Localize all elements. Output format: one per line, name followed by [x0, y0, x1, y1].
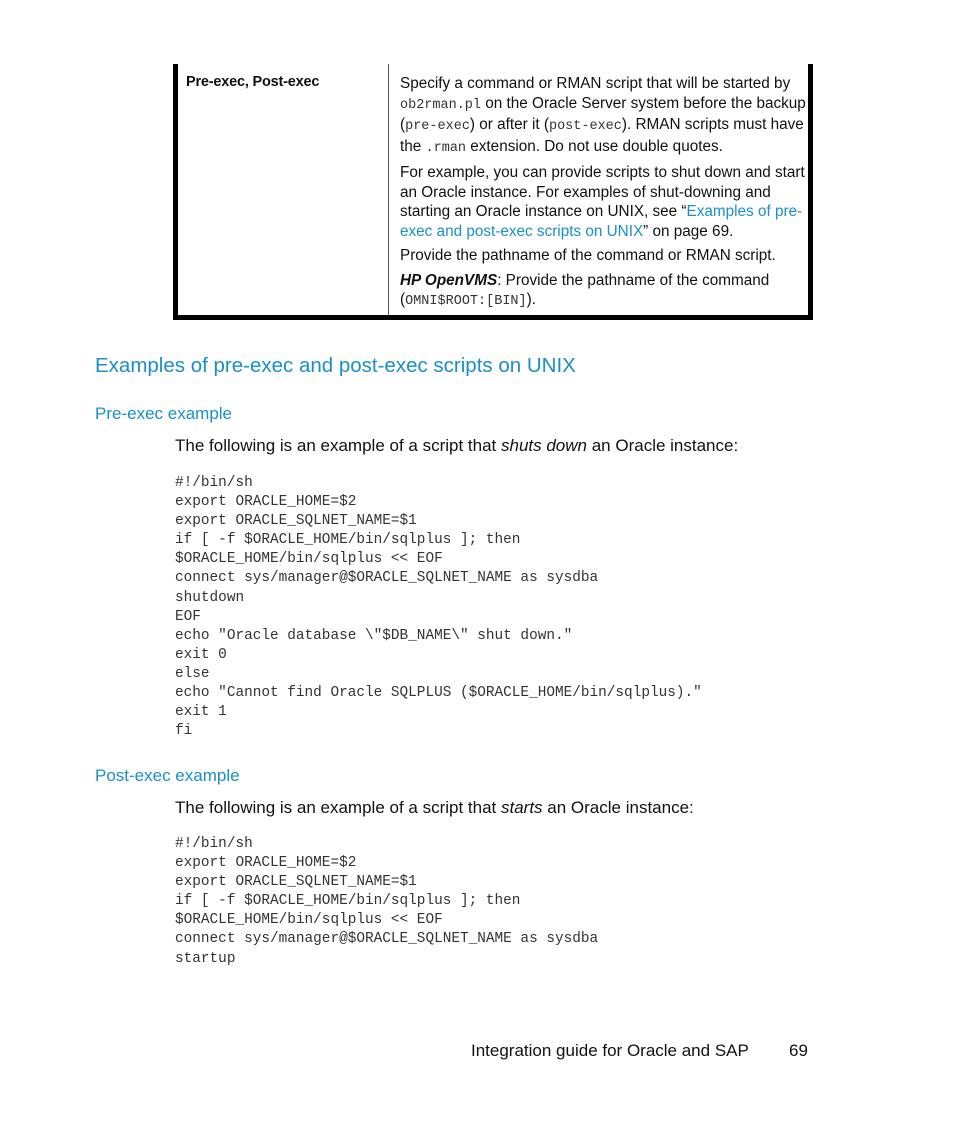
openvms-label: HP OpenVMS: [400, 271, 498, 289]
desc-text: Specify a command or RMAN script that will be started by: [400, 75, 791, 92]
option-term: Pre-exec, Post-exec: [186, 74, 320, 90]
post-exec-heading: Post-exec example: [95, 766, 240, 785]
table-column-divider: [388, 64, 389, 315]
desc-text: ).: [526, 291, 536, 308]
page-number: 69: [789, 1041, 808, 1060]
rman-extension-code: .rman: [425, 140, 467, 156]
section-heading: Examples of pre-exec and post-exec scripts on UNIX: [95, 354, 576, 377]
desc-text: For example, you can provide scripts to shut down and start an Oracle instance. For examples of shut-downing and starting an Oracle instance on UNIX, see “: [400, 164, 805, 220]
intro-emphasis: starts: [501, 798, 543, 817]
desc-text: ” on page 69.: [643, 222, 734, 240]
pre-exec-heading: Pre-exec example: [95, 404, 233, 423]
intro-text: an Oracle instance:: [587, 436, 739, 455]
intro-text: an Oracle instance:: [542, 798, 694, 817]
post-exec-intro: [175, 798, 694, 818]
script-name-code: ob2rman.pl: [400, 97, 482, 113]
option-table: [173, 64, 813, 320]
desc-text: on the Oracle Server system before the backup (: [400, 94, 806, 133]
intro-text: The following is an example of a script that: [175, 798, 501, 817]
description-paragraph-3: Provide the pathname of the command or RMAN script.: [400, 247, 776, 264]
description-paragraph-4: [400, 271, 810, 312]
desc-text: ) or after it (: [469, 116, 549, 133]
pre-exec-intro: [175, 436, 738, 456]
openvms-path-code: OMNI$ROOT:[BIN]: [405, 294, 527, 309]
description-paragraph-1: [400, 74, 810, 158]
option-description: [400, 74, 810, 317]
intro-emphasis: shuts down: [501, 436, 587, 455]
desc-text: : Provide the pathname of the command (: [400, 271, 770, 308]
post-exec-code: post-exec: [548, 119, 622, 134]
description-paragraph-2: [400, 163, 810, 241]
desc-text: ). RMAN scripts must have the: [400, 116, 804, 155]
pre-exec-code-block: #!/bin/sh export ORACLE_HOME=$2 export ORACLE_SQLNET_NAME=$1 if [ -f $ORACLE_HOME/bin/sqlplus ]; then $ORACLE_HOME/bin/sqlplus << EOF connect sys/manager@$ORACLE_SQLNET_NAME as sysdba shutdown EOF echo "Oracle database \"$DB_NAME\" shut down." exit 0 else echo "Cannot find Oracle SQLPLUS ($ORACLE_HOME/bin/sqlplus)." exit 1 fi: [175, 475, 702, 740]
examples-link[interactable]: Examples of pre-exec and post-exec scripts on UNIX: [400, 203, 803, 240]
intro-text: The following is an example of a script that: [175, 436, 501, 455]
post-exec-code-block: #!/bin/sh export ORACLE_HOME=$2 export ORACLE_SQLNET_NAME=$1 if [ -f $ORACLE_HOME/bin/sqlplus ]; then $ORACLE_HOME/bin/sqlplus << EOF connect sys/manager@$ORACLE_SQLNET_NAME as sysdba startup: [175, 836, 599, 967]
pre-exec-code: pre-exec: [405, 119, 470, 134]
footer-title: Integration guide for Oracle and SAP: [471, 1041, 749, 1060]
desc-text: extension. Do not use double quotes.: [466, 137, 723, 155]
